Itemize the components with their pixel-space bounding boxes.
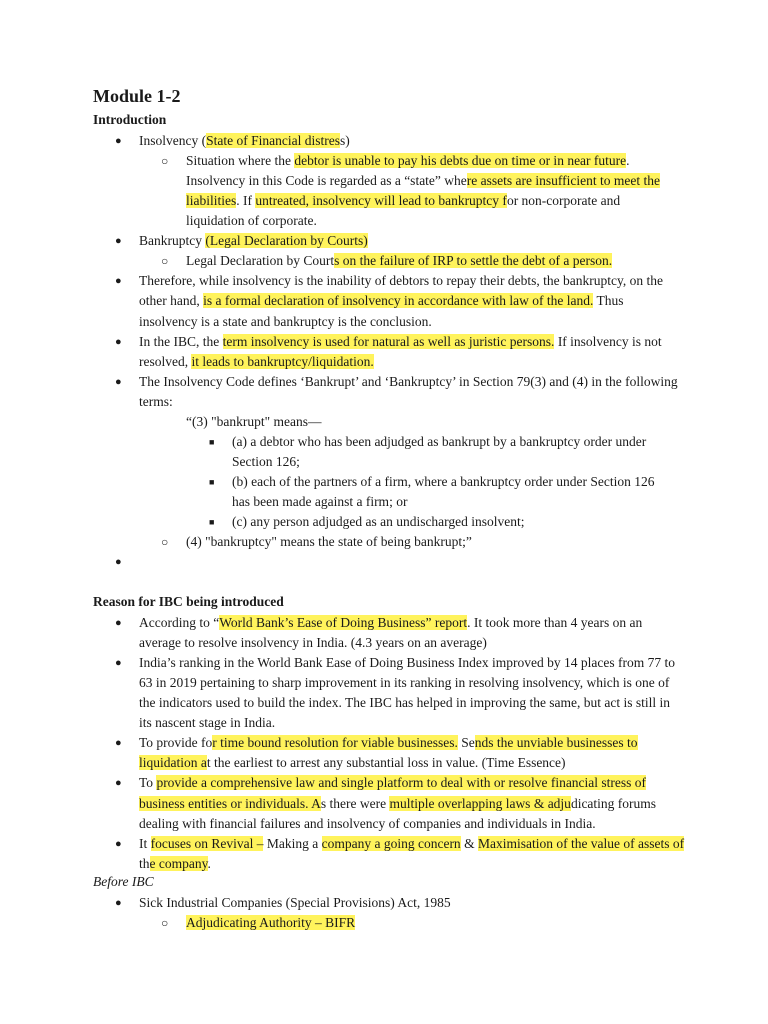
text-line — [139, 372, 678, 392]
bullet-icon: ● — [115, 657, 122, 669]
text-line — [139, 613, 642, 633]
text-segment: th — [139, 856, 150, 871]
bullet-icon: ● — [115, 235, 122, 247]
highlighted-text: multiple overlapping laws & adju — [389, 796, 571, 811]
text-line — [139, 794, 656, 814]
highlighted-text: focuses on Revival – — [150, 836, 264, 851]
text-segment: “(3) "bankrupt" means— — [186, 414, 322, 429]
text-line — [139, 854, 211, 874]
text-segment: (a) a debtor who has been adjudged as bankrupt by a bankruptcy order under — [232, 434, 647, 449]
text-line — [139, 673, 669, 693]
text-segment: its nascent stage in India. — [139, 715, 276, 730]
text-segment: Section 126; — [232, 454, 300, 469]
text-segment: In the IBC, the — [139, 334, 223, 349]
bullet-icon: ● — [115, 336, 122, 348]
bullet-icon: ● — [115, 897, 122, 909]
text-segment: . It took more than 4 years on an — [467, 615, 643, 630]
bullet-icon: ● — [115, 135, 122, 147]
highlighted-text: is a formal declaration of insolvency in accordance with law of the land. — [203, 293, 594, 308]
text-line — [232, 432, 646, 452]
text-segment: (c) any person adjudged as an undischarged insolvent; — [232, 514, 525, 529]
text-segment: insolvency is a state and bankruptcy is the conclusion. — [139, 314, 432, 329]
bullet-icon: ● — [115, 838, 122, 850]
text-line — [139, 291, 623, 311]
text-line — [139, 834, 684, 854]
text-segment: Bankruptcy — [139, 233, 206, 248]
text-segment: Insolvency ( — [139, 133, 207, 148]
highlighted-text: World Bank’s Ease of Doing Business” report — [219, 615, 468, 630]
text-line — [139, 733, 638, 753]
highlighted-text: untreated, insolvency will lead to bankruptcy f — [255, 193, 507, 208]
bullet-icon: ● — [115, 275, 122, 287]
highlighted-text: Adjudicating Authority – BIFR — [186, 915, 356, 930]
highlighted-text: provide a comprehensive law and single platform to deal with or resolve financial stress of — [156, 775, 647, 790]
text-segment: the indicators used to build the index. The IBC has helped in improving the same, but act is still in — [139, 695, 671, 710]
text-line — [139, 653, 675, 673]
highlighted-text: (Legal Declaration by Courts) — [205, 233, 368, 248]
text-segment: To provide fo — [139, 735, 213, 750]
text-line — [232, 492, 407, 512]
text-segment: It — [139, 836, 151, 851]
bullet-icon: ● — [115, 617, 122, 629]
text-line — [186, 412, 321, 432]
text-line — [232, 472, 654, 492]
text-line — [139, 332, 662, 352]
text-segment: & — [460, 836, 478, 851]
text-segment: Making a — [263, 836, 322, 851]
text-line — [186, 913, 355, 933]
text-line — [139, 271, 663, 291]
text-line — [139, 753, 566, 773]
text-segment: dicating forums — [570, 796, 657, 811]
bullet-icon: ○ — [161, 254, 169, 268]
text-segment: Insolvency in this Code is regarded as a “state” whe — [186, 173, 467, 188]
bullet-icon: ● — [115, 777, 122, 789]
text-segment: has been made against a firm; or — [232, 494, 408, 509]
text-segment: Legal Declaration by Court — [186, 253, 335, 268]
text-segment: dealing with financial failures and insolvency of companies and individuals in India. — [139, 816, 596, 831]
bullet-icon: ○ — [161, 535, 169, 549]
bullet-icon: ● — [115, 737, 122, 749]
section-heading-reason: Reason for IBC being introduced — [93, 594, 284, 609]
text-segment: To — [139, 775, 157, 790]
subheading-before-ibc: Before IBC — [93, 874, 154, 889]
text-line — [186, 151, 630, 171]
text-line — [139, 893, 451, 913]
text-segment: t the earliest to arrest any substantial loss in value. (Time Essence) — [206, 755, 566, 770]
text-line — [139, 131, 350, 151]
text-segment: Situation where the — [186, 153, 295, 168]
highlighted-text: company a going concern — [321, 836, 461, 851]
page-title: Module 1-2 — [93, 86, 181, 106]
highlighted-text: e company — [149, 856, 208, 871]
bullet-icon: ● — [115, 556, 122, 568]
bullet-icon: ○ — [161, 916, 169, 930]
text-segment: According to “ — [139, 615, 220, 630]
text-line — [139, 633, 487, 653]
text-segment: Thus — [593, 293, 624, 308]
text-segment: . If — [236, 193, 256, 208]
text-segment: . — [626, 153, 630, 168]
text-line — [186, 211, 317, 231]
text-line — [232, 452, 300, 472]
text-segment: Therefore, while insolvency is the inability of debtors to repay their debts, the bankruptcy, on the — [139, 273, 663, 288]
highlighted-text: re assets are insufficient to meet the — [466, 173, 660, 188]
text-segment: . — [207, 856, 211, 871]
text-segment: India’s ranking in the World Bank Ease of Doing Business Index improved by 14 places from 77 to — [139, 655, 675, 670]
text-line — [139, 312, 432, 332]
text-segment: 63 in 2019 pertaining to sharp improvement in its ranking in resolving insolvency, which is one of — [139, 675, 670, 690]
highlighted-text: nds the unviable businesses to — [474, 735, 638, 750]
text-segment: liquidation of corporate. — [186, 213, 317, 228]
highlighted-text: State of Financial distres — [206, 133, 340, 148]
highlighted-text: it leads to bankruptcy/liquidation. — [191, 354, 374, 369]
text-line — [139, 814, 596, 834]
bullet-icon: ■ — [209, 517, 215, 527]
highlighted-text: s on the failure of IRP to settle the debt of a person. — [334, 253, 613, 268]
text-segment: terms: — [139, 394, 173, 409]
text-segment: average to resolve insolvency in India. (4.3 years on an average) — [139, 635, 487, 650]
text-line — [186, 251, 612, 271]
text-line — [139, 713, 275, 733]
text-line — [139, 352, 374, 372]
text-segment: If insolvency is not — [554, 334, 662, 349]
bullet-icon: ○ — [161, 154, 169, 168]
text-line — [139, 231, 368, 251]
bullet-icon: ■ — [209, 437, 215, 447]
text-line — [139, 693, 670, 713]
text-segment: s there were — [320, 796, 390, 811]
text-line — [186, 191, 620, 211]
highlighted-text: liabilities — [186, 193, 237, 208]
text-segment: s) — [339, 133, 350, 148]
bullet-icon: ● — [115, 376, 122, 388]
section-heading-introduction: Introduction — [93, 112, 167, 127]
text-segment: Sick Industrial Companies (Special Provisions) Act, 1985 — [139, 895, 451, 910]
highlighted-text: business entities or individuals. A — [139, 796, 321, 811]
highlighted-text: r time bound resolution for viable businesses. — [212, 735, 458, 750]
highlighted-text: Maximisation of the value of assets of — [477, 836, 685, 851]
text-segment: The Insolvency Code defines ‘Bankrupt’ and ‘Bankruptcy’ in Section 79(3) and (4) in the following — [139, 374, 678, 389]
text-segment: or non-corporate and — [506, 193, 621, 208]
highlighted-text: liquidation a — [139, 755, 207, 770]
text-line — [139, 773, 646, 793]
bullet-icon: ■ — [209, 477, 215, 487]
text-line — [186, 532, 472, 552]
text-segment: (4) "bankruptcy" means the state of being bankrupt;” — [186, 534, 472, 549]
text-segment: other hand, — [139, 293, 204, 308]
highlighted-text: debtor is unable to pay his debts due on time or in near future — [294, 153, 627, 168]
highlighted-text: term insolvency is used for natural as well as juristic persons. — [222, 334, 555, 349]
text-segment: (b) each of the partners of a firm, where a bankruptcy order under Section 126 — [232, 474, 655, 489]
text-segment: resolved, — [139, 354, 192, 369]
text-line — [139, 392, 173, 412]
text-line — [186, 171, 660, 191]
text-line — [232, 512, 525, 532]
text-segment: Se — [457, 735, 475, 750]
